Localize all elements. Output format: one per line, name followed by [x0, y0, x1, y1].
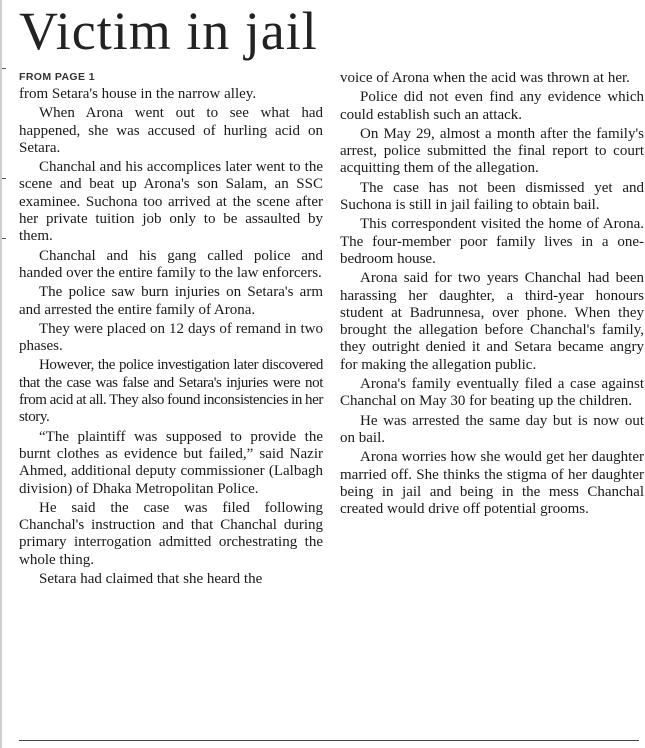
paragraph: The police saw burn injuries on Setara's arm and arrested the entire family of Arona.: [19, 284, 323, 318]
paragraph: “The plaintiff was supposed to provide the burnt clothes as evidence but failed,” said Nazir Ahmed, additional deputy commissioner (Lalbagh division) of Dhaka Metropolitan Police.: [19, 428, 323, 497]
page-margin-rule: [0, 0, 2, 748]
paragraph: However, the police investigation later discovered that the case was false and Setara's injuries were not from acid at all. They also found inconsistencies in her story.: [19, 357, 323, 426]
paragraph: Chanchal and his gang called police and handed over the entire family to the law enforcers.: [19, 247, 323, 281]
paragraph: voice of Arona when the acid was thrown at her.: [340, 70, 630, 86]
paragraph: The case has not been dismissed yet and Suchona is still in jail failing to obtain bail.: [340, 179, 644, 214]
paragraph: They were placed on 12 days of remand in two phases.: [19, 320, 323, 355]
article-column-right: [340, 70, 644, 520]
continuation-kicker: FROM PAGE 1: [19, 71, 95, 83]
paragraph: from Setara's house in the narrow alley.: [19, 86, 257, 102]
margin-tick: [2, 178, 6, 179]
paragraph: Arona's family eventually filed a case against Chanchal on May 30 for beating up the children.: [340, 376, 644, 410]
article-column-left: [19, 70, 323, 590]
bottom-rule: [19, 740, 639, 741]
headline: Victim in jail: [19, 1, 318, 61]
paragraph: Police did not even find any evidence which could establish such an attack.: [340, 89, 644, 123]
paragraph: Setara had claimed that she heard the: [39, 571, 263, 588]
paragraph: Arona worries how she would get her daughter married off. She thinks the stigma of her daughter being in jail and being in the mess Chanchal created would drive off potential grooms.: [340, 449, 644, 518]
paragraph: He was arrested the same day but is now out on bail.: [340, 412, 644, 446]
paragraph: When Arona went out to see what had happened, she was accused of hurling acid on Setara.: [19, 105, 323, 156]
margin-tick: [2, 238, 6, 239]
paragraph: Chanchal and his accomplices later went to the scene and beat up Arona's son Salam, an SSC examinee. Suchona too arrived at the scene after her private tuition job only to be assaulted by them.: [19, 159, 323, 245]
margin-tick: [2, 68, 6, 69]
paragraph: On May 29, almost a month after the family's arrest, police submitted the final report to court acquitting them of the allegation.: [340, 125, 644, 177]
paragraph: This correspondent visited the home of Arona. The four-member poor family lives in a one-bedroom house.: [340, 216, 644, 267]
paragraph: He said the case was filed following Chanchal's instruction and that Chanchal during primary interrogation admitted orchestrating the whole thing.: [19, 499, 323, 568]
paragraph: Arona said for two years Chanchal had been harassing her daughter, a third-year honours student at Badrunnesa, over phone. When they brought the allegation before Chanchal's family, they outright denied it and Setara became angry for making the allegation public.: [340, 270, 644, 373]
